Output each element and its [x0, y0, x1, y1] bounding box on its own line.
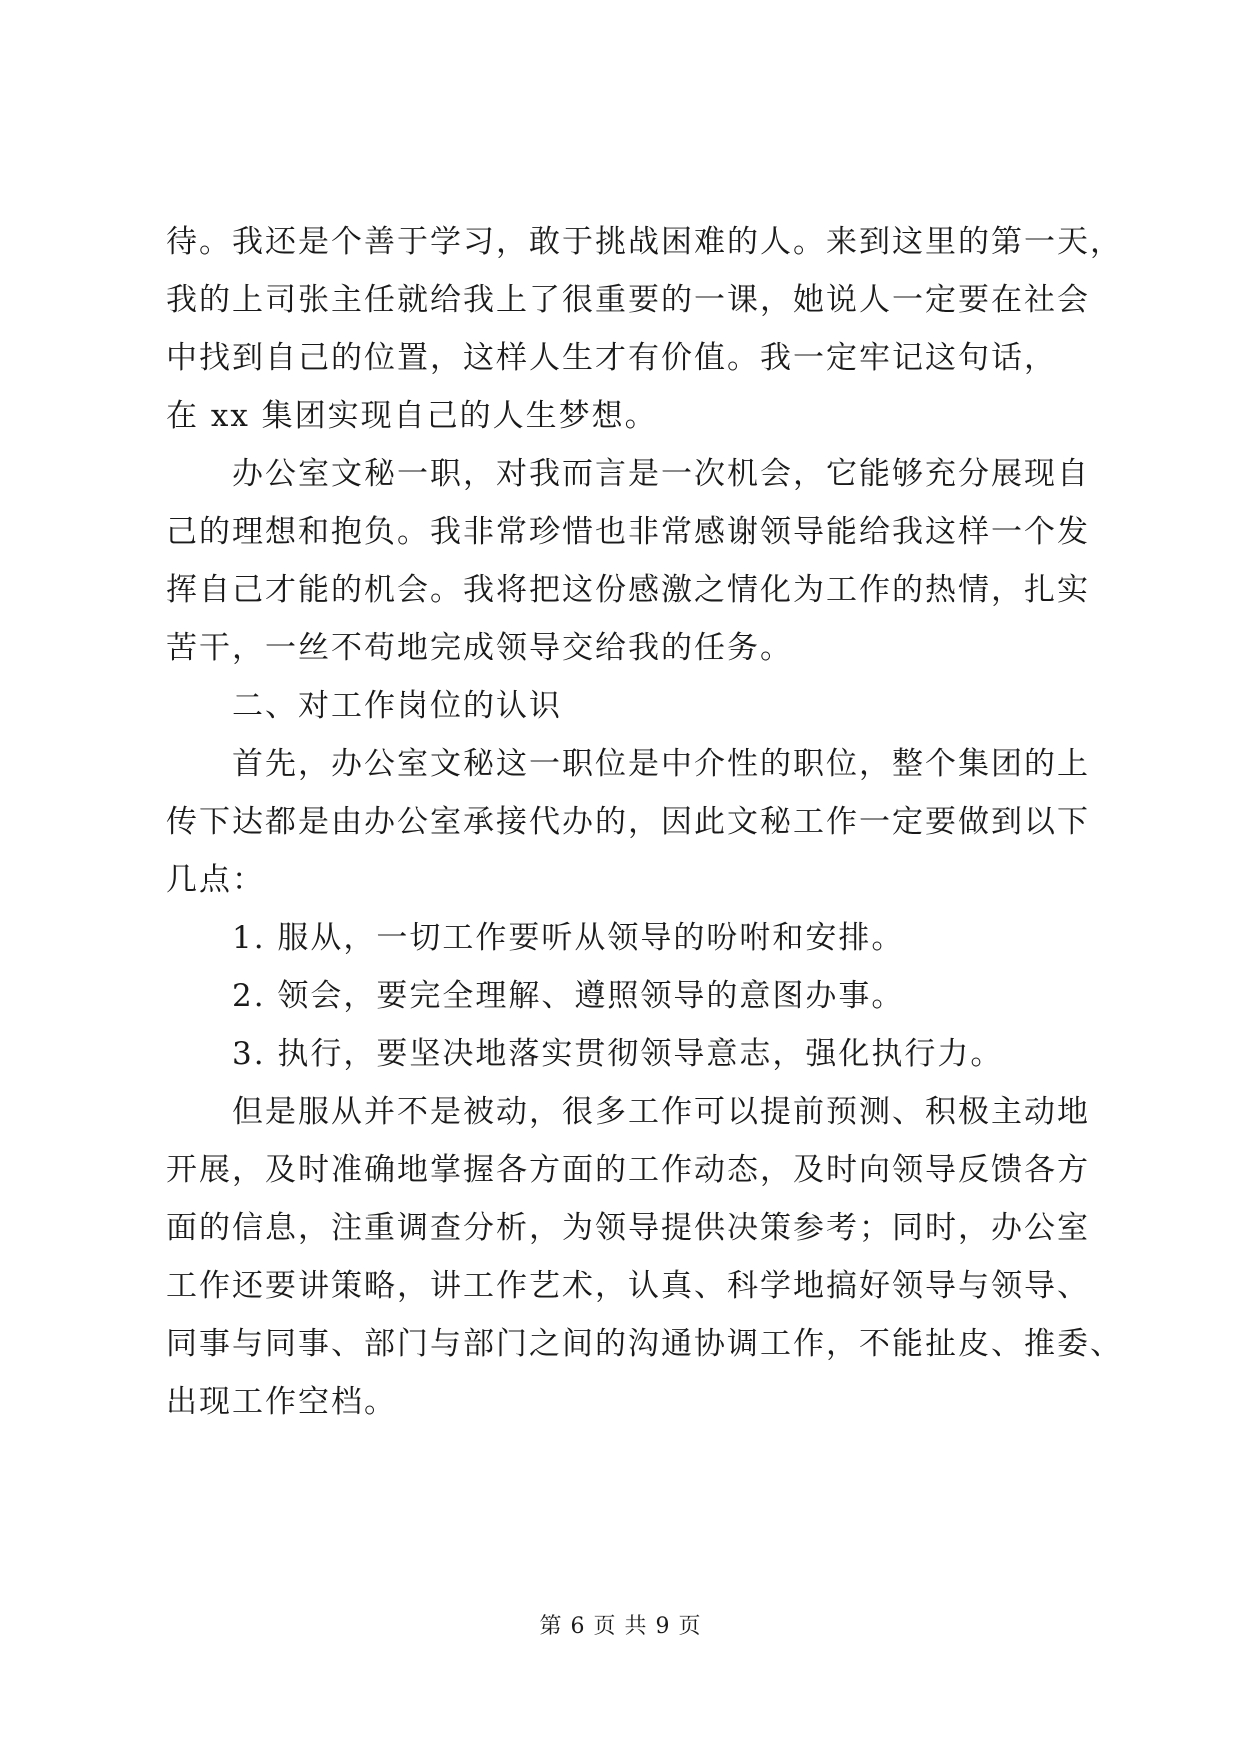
- section-heading: 二、对工作岗位的认识: [166, 688, 562, 724]
- text-line: 开展，及时准确地掌握各方面的工作动态，及时向领导反馈各方: [166, 1152, 1090, 1188]
- text-line: 出现工作空档。: [166, 1384, 397, 1420]
- list-item: 1. 服从，一切工作要听从领导的吩咐和安排。: [166, 920, 905, 956]
- text-line: 我的上司张主任就给我上了很重要的一课，她说人一定要在社会: [166, 282, 1090, 318]
- text-line: 中找到自己的位置，这样人生才有价值。我一定牢记这句话，: [166, 340, 1057, 376]
- page-number-footer: 第 6 页 共 9 页: [539, 1614, 702, 1639]
- text-line: 传下达都是由办公室承接代办的，因此文秘工作一定要做到以下: [166, 804, 1090, 840]
- text-line: 己的理想和抱负。我非常珍惜也非常感谢领导能给我这样一个发: [166, 514, 1090, 550]
- text-line: 首先，办公室文秘这一职位是中介性的职位，整个集团的上: [166, 746, 1090, 782]
- text-line: 但是服从并不是被动，很多工作可以提前预测、积极主动地: [166, 1094, 1090, 1130]
- text-line: 办公室文秘一职，对我而言是一次机会，它能够充分展现自: [166, 456, 1090, 492]
- text-line: 同事与同事、部门与部门之间的沟通协调工作，不能扯皮、推委、: [166, 1326, 1123, 1362]
- list-item: 2. 领会，要完全理解、遵照领导的意图办事。: [166, 978, 905, 1014]
- text-line: 几点：: [166, 862, 265, 898]
- text-line: 挥自己才能的机会。我将把这份感激之情化为工作的热情，扎实: [166, 572, 1090, 608]
- text-line: 面的信息，注重调查分析，为领导提供决策参考；同时，办公室: [166, 1210, 1090, 1246]
- text-line: 在 xx 集团实现自己的人生梦想。: [166, 398, 658, 434]
- text-line: 苦干，一丝不苟地完成领导交给我的任务。: [166, 630, 793, 666]
- text-line: 工作还要讲策略，讲工作艺术，认真、科学地搞好领导与领导、: [166, 1268, 1090, 1304]
- list-item: 3. 执行，要坚决地落实贯彻领导意志，强化执行力。: [166, 1036, 1004, 1072]
- text-line: 待。我还是个善于学习，敢于挑战困难的人。来到这里的第一天，: [166, 224, 1123, 260]
